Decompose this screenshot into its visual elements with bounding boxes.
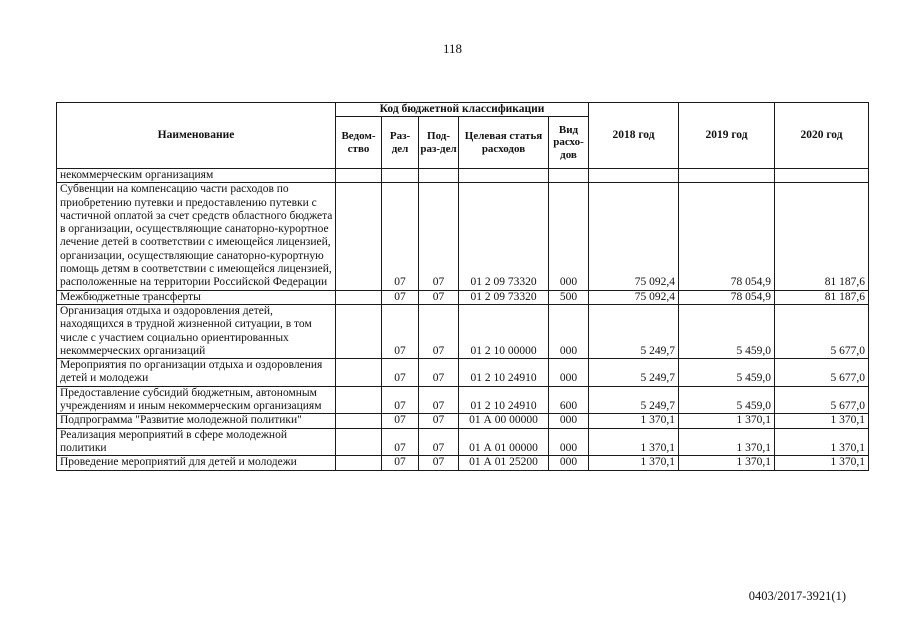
cell-name: Реализация мероприятий в сфере молодежной политики: [57, 428, 336, 456]
cell-department: [336, 183, 382, 290]
header-department-text: Ведом-ство: [341, 130, 376, 155]
cell-target-item: 01 А 01 25200: [459, 456, 549, 470]
cell-department: [336, 290, 382, 304]
table-row: [57, 169, 869, 183]
cell-department: [336, 428, 382, 456]
cell-subsection: 07: [419, 386, 459, 414]
header-name: Наименование: [57, 103, 336, 169]
document-id: 0403/2017-3921(1): [748, 589, 846, 603]
header-target-item: [459, 117, 549, 169]
cell-2019: 5 459,0: [679, 359, 775, 387]
cell-name: Предоставление субсидий бюджетным, автономным учреждениям и иным некоммерческим организациям: [57, 386, 336, 414]
header-target-item-text: Целевая статья расходов: [464, 130, 543, 155]
cell-name: Организация отдыха и оздоровления детей, находящихся в трудной жизненной ситуации, в том числе с участием социально ориентированных некоммерческих организаций: [57, 304, 336, 358]
cell-2018: 75 092,4: [589, 290, 679, 304]
cell-section: 07: [382, 456, 419, 470]
header-expense-type: [549, 117, 589, 169]
cell-expense-type: 000: [549, 414, 589, 428]
cell-name: некоммерческим организациям: [57, 169, 336, 183]
cell-2020: 5 677,0: [775, 304, 869, 358]
cell-subsection: 07: [419, 414, 459, 428]
table-row: [57, 359, 869, 387]
cell-name: Субвенции на компенсацию части расходов по приобретению путевки и предоставлению путевки с частичной оплатой за счет средств областного бюджета в организации, осуществляющие санаторно-курортное лечение детей в соответствии с имеющейся лицензией, организации, осуществляющие санаторно-курортную помощь детям в соответствии с имеющейся лицензией, расположенные на территории Российской Федерации: [57, 183, 336, 290]
cell-section: [382, 169, 419, 183]
page-number: 118: [442, 41, 463, 56]
table-row: [57, 183, 869, 290]
cell-2019: 5 459,0: [679, 386, 775, 414]
cell-target-item: [459, 169, 549, 183]
cell-target-item: 01 2 10 24910: [459, 386, 549, 414]
table-body: [57, 169, 869, 471]
cell-2019: 1 370,1: [679, 414, 775, 428]
cell-department: [336, 304, 382, 358]
cell-expense-type: 000: [549, 304, 589, 358]
table-row: [57, 456, 869, 470]
cell-expense-type: 500: [549, 290, 589, 304]
cell-2019: 1 370,1: [679, 456, 775, 470]
header-department: [336, 117, 382, 169]
cell-target-item: 01 2 09 73320: [459, 290, 549, 304]
cell-expense-type: [549, 169, 589, 183]
cell-2019: 1 370,1: [679, 428, 775, 456]
cell-subsection: [419, 169, 459, 183]
cell-section: 07: [382, 359, 419, 387]
cell-department: [336, 456, 382, 470]
cell-name: Проведение мероприятий для детей и молодежи: [57, 456, 336, 470]
cell-expense-type: 000: [549, 428, 589, 456]
header-2019: 2019 год: [679, 103, 775, 169]
cell-2020: 1 370,1: [775, 414, 869, 428]
header-expense-type-text: Вид расхо-дов: [553, 124, 584, 161]
cell-section: 07: [382, 183, 419, 290]
table-row: [57, 386, 869, 414]
header-subsection-text: Под-раз-дел: [420, 130, 457, 155]
cell-target-item: 01 А 01 00000: [459, 428, 549, 456]
cell-expense-type: 600: [549, 386, 589, 414]
cell-2018: 1 370,1: [589, 456, 679, 470]
cell-department: [336, 169, 382, 183]
cell-subsection: 07: [419, 428, 459, 456]
cell-2020: 81 187,6: [775, 290, 869, 304]
cell-2018: [589, 169, 679, 183]
cell-section: 07: [382, 290, 419, 304]
cell-2020: [775, 169, 869, 183]
header-section: [382, 117, 419, 169]
cell-2018: 75 092,4: [589, 183, 679, 290]
header-2020: 2020 год: [775, 103, 869, 169]
cell-2018: 5 249,7: [589, 386, 679, 414]
cell-name: Мероприятия по организации отдыха и оздоровления детей и молодежи: [57, 359, 336, 387]
cell-subsection: 07: [419, 290, 459, 304]
cell-target-item: 01 А 00 00000: [459, 414, 549, 428]
cell-2020: 5 677,0: [775, 359, 869, 387]
cell-2019: 78 054,9: [679, 183, 775, 290]
cell-subsection: 07: [419, 304, 459, 358]
cell-name: Межбюджетные трансферты: [57, 290, 336, 304]
cell-target-item: 01 2 10 00000: [459, 304, 549, 358]
cell-name: Подпрограмма "Развитие молодежной политики": [57, 414, 336, 428]
cell-2020: 81 187,6: [775, 183, 869, 290]
cell-subsection: 07: [419, 456, 459, 470]
header-section-text: Раз-дел: [389, 130, 411, 155]
cell-section: 07: [382, 304, 419, 358]
cell-2019: 78 054,9: [679, 290, 775, 304]
header-2018: 2018 год: [589, 103, 679, 169]
cell-department: [336, 359, 382, 387]
cell-target-item: 01 2 10 24910: [459, 359, 549, 387]
cell-2019: 5 459,0: [679, 304, 775, 358]
cell-target-item: 01 2 09 73320: [459, 183, 549, 290]
table-row: [57, 428, 869, 456]
cell-department: [336, 414, 382, 428]
cell-2019: [679, 169, 775, 183]
cell-expense-type: 000: [549, 359, 589, 387]
cell-2018: 5 249,7: [589, 359, 679, 387]
table-row: [57, 290, 869, 304]
cell-subsection: 07: [419, 183, 459, 290]
cell-section: 07: [382, 414, 419, 428]
cell-2020: 1 370,1: [775, 456, 869, 470]
cell-section: 07: [382, 386, 419, 414]
budget-table: [56, 102, 869, 471]
cell-2020: 1 370,1: [775, 428, 869, 456]
cell-department: [336, 386, 382, 414]
header-subsection: [419, 117, 459, 169]
cell-2018: 1 370,1: [589, 428, 679, 456]
cell-expense-type: 000: [549, 183, 589, 290]
table-header: [57, 103, 869, 169]
table-row: [57, 414, 869, 428]
cell-2018: 1 370,1: [589, 414, 679, 428]
header-budget-code-group: Код бюджетной классификации: [336, 103, 589, 117]
cell-subsection: 07: [419, 359, 459, 387]
table-row: [57, 304, 869, 358]
cell-section: 07: [382, 428, 419, 456]
cell-2020: 5 677,0: [775, 386, 869, 414]
cell-expense-type: 000: [549, 456, 589, 470]
cell-2018: 5 249,7: [589, 304, 679, 358]
